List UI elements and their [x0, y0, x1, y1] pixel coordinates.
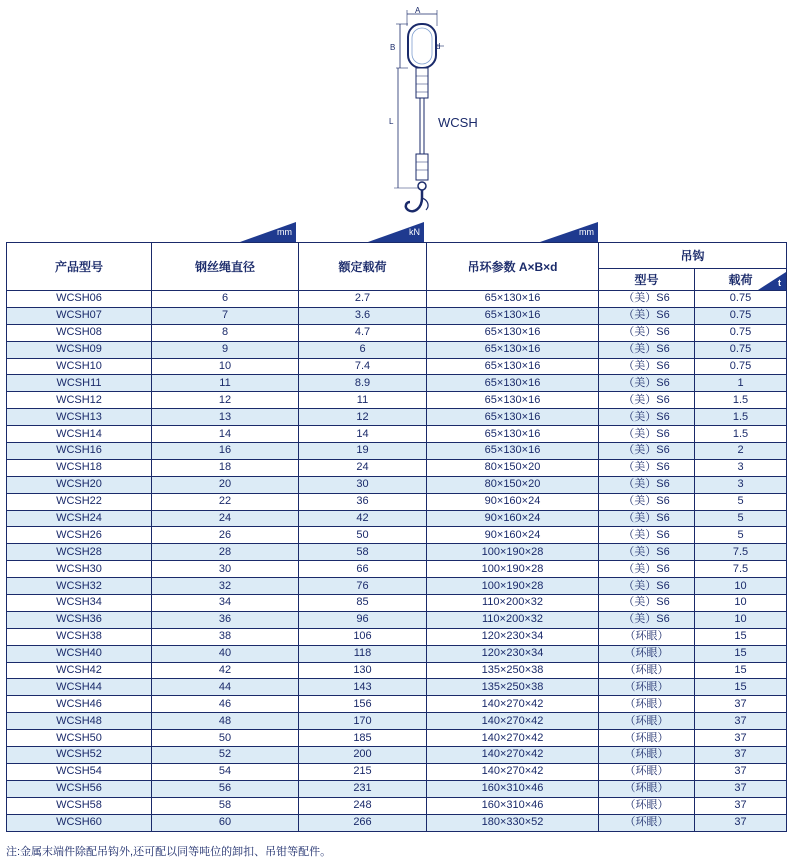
table-row — [7, 476, 787, 493]
dim-l-label: L — [389, 117, 394, 126]
cell-load: 118 — [299, 645, 427, 662]
cell-load: 185 — [299, 730, 427, 747]
cell-hook-type: （美）S6 — [599, 561, 695, 578]
table-row — [7, 578, 787, 595]
cell-model: WCSH58 — [7, 797, 152, 814]
cell-diameter: 34 — [152, 595, 299, 612]
table-row — [7, 662, 787, 679]
cell-model: WCSH24 — [7, 510, 152, 527]
cell-diameter: 32 — [152, 578, 299, 595]
cell-load: 215 — [299, 763, 427, 780]
cell-diameter: 40 — [152, 645, 299, 662]
cell-ring: 100×190×28 — [427, 561, 599, 578]
cell-hook-type: （美）S6 — [599, 510, 695, 527]
cell-ring: 140×270×42 — [427, 696, 599, 713]
cell-hook-load: 10 — [695, 611, 787, 628]
cell-diameter: 18 — [152, 459, 299, 476]
table-row — [7, 341, 787, 358]
cell-hook-load: 5 — [695, 510, 787, 527]
spec-table-body — [7, 291, 787, 832]
cell-ring: 140×270×42 — [427, 763, 599, 780]
unit-tab-load — [368, 222, 424, 242]
cell-ring: 90×160×24 — [427, 527, 599, 544]
cell-diameter: 58 — [152, 797, 299, 814]
cell-load: 50 — [299, 527, 427, 544]
cell-load: 58 — [299, 544, 427, 561]
table-row — [7, 763, 787, 780]
cell-hook-load: 37 — [695, 797, 787, 814]
cell-hook-load: 5 — [695, 527, 787, 544]
cell-hook-type: （美）S6 — [599, 358, 695, 375]
cell-ring: 65×130×16 — [427, 341, 599, 358]
table-row — [7, 713, 787, 730]
cell-model: WCSH36 — [7, 611, 152, 628]
cell-ring: 65×130×16 — [427, 375, 599, 392]
cell-diameter: 8 — [152, 324, 299, 341]
cell-diameter: 22 — [152, 493, 299, 510]
header-hook: 吊钩 — [599, 243, 787, 269]
cell-hook-load: 15 — [695, 679, 787, 696]
cell-ring: 180×330×52 — [427, 814, 599, 831]
cell-hook-type: （美）S6 — [599, 291, 695, 308]
cell-model: WCSH56 — [7, 780, 152, 797]
cell-hook-type: （环眼） — [599, 730, 695, 747]
table-row — [7, 459, 787, 476]
cell-ring: 80×150×20 — [427, 459, 599, 476]
cell-load: 7.4 — [299, 358, 427, 375]
cell-diameter: 12 — [152, 392, 299, 409]
cell-hook-load: 7.5 — [695, 561, 787, 578]
cell-model: WCSH42 — [7, 662, 152, 679]
cell-hook-load: 37 — [695, 696, 787, 713]
cell-hook-type: （美）S6 — [599, 443, 695, 460]
cell-model: WCSH44 — [7, 679, 152, 696]
cell-load: 85 — [299, 595, 427, 612]
table-row — [7, 611, 787, 628]
dim-a-label: A — [415, 6, 421, 15]
cell-hook-type: （环眼） — [599, 763, 695, 780]
table-row — [7, 358, 787, 375]
cell-model: WCSH40 — [7, 645, 152, 662]
cell-hook-type: （环眼） — [599, 747, 695, 764]
cell-model: WCSH28 — [7, 544, 152, 561]
cell-hook-type: （美）S6 — [599, 375, 695, 392]
cell-diameter: 60 — [152, 814, 299, 831]
table-row — [7, 324, 787, 341]
header-hook-load: 载荷 — [728, 273, 753, 287]
cell-model: WCSH60 — [7, 814, 152, 831]
cell-hook-type: （环眼） — [599, 696, 695, 713]
cell-load: 14 — [299, 426, 427, 443]
cell-ring: 135×250×38 — [427, 679, 599, 696]
cell-load: 96 — [299, 611, 427, 628]
cell-model: WCSH30 — [7, 561, 152, 578]
header-model: 产品型号 — [7, 243, 152, 291]
cell-load: 24 — [299, 459, 427, 476]
cell-diameter: 7 — [152, 307, 299, 324]
cell-hook-type: （环眼） — [599, 628, 695, 645]
cell-model: WCSH52 — [7, 747, 152, 764]
cell-load: 156 — [299, 696, 427, 713]
cell-ring: 110×200×32 — [427, 611, 599, 628]
table-row — [7, 510, 787, 527]
table-row — [7, 747, 787, 764]
cell-diameter: 14 — [152, 426, 299, 443]
cell-ring: 65×130×16 — [427, 307, 599, 324]
cell-model: WCSH54 — [7, 763, 152, 780]
cell-model: WCSH14 — [7, 426, 152, 443]
cell-hook-load: 1.5 — [695, 426, 787, 443]
cell-ring: 65×130×16 — [427, 392, 599, 409]
cell-load: 30 — [299, 476, 427, 493]
dim-b-label: B — [390, 43, 396, 52]
cell-hook-load: 15 — [695, 645, 787, 662]
cell-load: 200 — [299, 747, 427, 764]
cell-model: WCSH12 — [7, 392, 152, 409]
cell-hook-type: （环眼） — [599, 814, 695, 831]
cell-hook-load: 1.5 — [695, 409, 787, 426]
cell-model: WCSH16 — [7, 443, 152, 460]
cell-ring: 65×130×16 — [427, 358, 599, 375]
sling-diagram — [370, 4, 550, 222]
table-row — [7, 291, 787, 308]
cell-model: WCSH11 — [7, 375, 152, 392]
table-row — [7, 797, 787, 814]
cell-diameter: 6 — [152, 291, 299, 308]
cell-hook-type: （美）S6 — [599, 459, 695, 476]
cell-load: 106 — [299, 628, 427, 645]
header-hook-load-cell — [695, 269, 787, 291]
header-diameter: 钢丝绳直径 — [152, 243, 299, 291]
cell-load: 130 — [299, 662, 427, 679]
cell-load: 143 — [299, 679, 427, 696]
cell-model: WCSH07 — [7, 307, 152, 324]
cell-hook-type: （环眼） — [599, 645, 695, 662]
table-row — [7, 645, 787, 662]
cell-diameter: 13 — [152, 409, 299, 426]
table-row — [7, 426, 787, 443]
cell-ring: 65×130×16 — [427, 324, 599, 341]
unit-tab-ring — [540, 222, 598, 242]
cell-ring: 140×270×42 — [427, 730, 599, 747]
cell-hook-type: （美）S6 — [599, 307, 695, 324]
cell-ring: 160×310×46 — [427, 780, 599, 797]
table-row — [7, 443, 787, 460]
diagram-model-label: WCSH — [438, 115, 478, 130]
cell-hook-type: （美）S6 — [599, 578, 695, 595]
cell-hook-load: 0.75 — [695, 324, 787, 341]
cell-hook-type: （美）S6 — [599, 426, 695, 443]
table-row — [7, 628, 787, 645]
cell-hook-load: 37 — [695, 780, 787, 797]
cell-diameter: 11 — [152, 375, 299, 392]
cell-hook-type: （美）S6 — [599, 544, 695, 561]
cell-diameter: 52 — [152, 747, 299, 764]
cell-model: WCSH10 — [7, 358, 152, 375]
spec-table — [6, 242, 787, 832]
footnote: 注:金属末端件除配吊钩外,还可配以同等吨位的卸扣、吊钳等配件。 — [6, 846, 332, 858]
cell-hook-load: 37 — [695, 713, 787, 730]
unit-diameter: mm — [277, 227, 292, 237]
cell-diameter: 9 — [152, 341, 299, 358]
cell-hook-type: （环眼） — [599, 713, 695, 730]
table-row — [7, 595, 787, 612]
cell-diameter: 42 — [152, 662, 299, 679]
cell-hook-type: （美）S6 — [599, 611, 695, 628]
table-row — [7, 780, 787, 797]
cell-diameter: 16 — [152, 443, 299, 460]
unit-load: kN — [409, 227, 420, 237]
cell-load: 76 — [299, 578, 427, 595]
cell-hook-load: 1.5 — [695, 392, 787, 409]
cell-ring: 80×150×20 — [427, 476, 599, 493]
header-rated-load: 额定载荷 — [299, 243, 427, 291]
cell-hook-type: （美）S6 — [599, 493, 695, 510]
cell-load: 11 — [299, 392, 427, 409]
table-row — [7, 409, 787, 426]
cell-model: WCSH06 — [7, 291, 152, 308]
cell-hook-load: 37 — [695, 814, 787, 831]
unit-tab-diameter — [240, 222, 296, 242]
unit-flag-hook-load — [758, 272, 786, 290]
table-row — [7, 814, 787, 831]
cell-model: WCSH38 — [7, 628, 152, 645]
cell-hook-load: 37 — [695, 763, 787, 780]
cell-diameter: 28 — [152, 544, 299, 561]
table-row — [7, 375, 787, 392]
cell-hook-load: 7.5 — [695, 544, 787, 561]
cell-ring: 65×130×16 — [427, 291, 599, 308]
cell-model: WCSH26 — [7, 527, 152, 544]
cell-hook-type: （美）S6 — [599, 409, 695, 426]
cell-ring: 100×190×28 — [427, 544, 599, 561]
cell-load: 231 — [299, 780, 427, 797]
cell-ring: 90×160×24 — [427, 510, 599, 527]
unit-hook-load: t — [778, 278, 782, 288]
cell-ring: 160×310×46 — [427, 797, 599, 814]
cell-diameter: 36 — [152, 611, 299, 628]
table-row — [7, 561, 787, 578]
cell-hook-load: 15 — [695, 662, 787, 679]
table-row — [7, 527, 787, 544]
cell-model: WCSH50 — [7, 730, 152, 747]
cell-hook-type: （环眼） — [599, 679, 695, 696]
cell-load: 8.9 — [299, 375, 427, 392]
cell-diameter: 54 — [152, 763, 299, 780]
cell-diameter: 48 — [152, 713, 299, 730]
cell-hook-load: 0.75 — [695, 307, 787, 324]
cell-ring: 65×130×16 — [427, 409, 599, 426]
cell-model: WCSH13 — [7, 409, 152, 426]
cell-ring: 135×250×38 — [427, 662, 599, 679]
cell-hook-load: 0.75 — [695, 358, 787, 375]
cell-ring: 110×200×32 — [427, 595, 599, 612]
cell-ring: 90×160×24 — [427, 493, 599, 510]
cell-load: 2.7 — [299, 291, 427, 308]
cell-hook-load: 0.75 — [695, 341, 787, 358]
cell-load: 248 — [299, 797, 427, 814]
cell-diameter: 38 — [152, 628, 299, 645]
cell-hook-load: 15 — [695, 628, 787, 645]
cell-hook-load: 37 — [695, 747, 787, 764]
cell-hook-type: （环眼） — [599, 662, 695, 679]
cell-hook-load: 37 — [695, 730, 787, 747]
cell-diameter: 10 — [152, 358, 299, 375]
cell-hook-load: 3 — [695, 476, 787, 493]
table-row — [7, 307, 787, 324]
header-hook-type: 型号 — [599, 269, 695, 291]
cell-ring: 120×230×34 — [427, 628, 599, 645]
cell-model: WCSH22 — [7, 493, 152, 510]
cell-model: WCSH48 — [7, 713, 152, 730]
dim-d-label: d — [436, 42, 441, 51]
cell-hook-load: 0.75 — [695, 291, 787, 308]
cell-load: 36 — [299, 493, 427, 510]
table-row — [7, 493, 787, 510]
cell-load: 266 — [299, 814, 427, 831]
cell-hook-type: （美）S6 — [599, 527, 695, 544]
cell-hook-load: 1 — [695, 375, 787, 392]
cell-diameter: 26 — [152, 527, 299, 544]
cell-hook-type: （美）S6 — [599, 595, 695, 612]
cell-diameter: 56 — [152, 780, 299, 797]
cell-load: 4.7 — [299, 324, 427, 341]
cell-load: 6 — [299, 341, 427, 358]
table-row — [7, 730, 787, 747]
cell-hook-load: 10 — [695, 578, 787, 595]
cell-hook-load: 5 — [695, 493, 787, 510]
cell-load: 19 — [299, 443, 427, 460]
cell-ring: 140×270×42 — [427, 747, 599, 764]
cell-diameter: 30 — [152, 561, 299, 578]
cell-ring: 100×190×28 — [427, 578, 599, 595]
cell-ring: 120×230×34 — [427, 645, 599, 662]
cell-diameter: 20 — [152, 476, 299, 493]
cell-diameter: 44 — [152, 679, 299, 696]
table-row — [7, 679, 787, 696]
cell-load: 66 — [299, 561, 427, 578]
table-row — [7, 696, 787, 713]
cell-hook-load: 2 — [695, 443, 787, 460]
cell-hook-type: （美）S6 — [599, 392, 695, 409]
cell-hook-load: 3 — [695, 459, 787, 476]
cell-ring: 65×130×16 — [427, 426, 599, 443]
cell-diameter: 46 — [152, 696, 299, 713]
cell-model: WCSH20 — [7, 476, 152, 493]
cell-load: 42 — [299, 510, 427, 527]
cell-diameter: 24 — [152, 510, 299, 527]
cell-hook-type: （美）S6 — [599, 341, 695, 358]
cell-hook-type: （美）S6 — [599, 324, 695, 341]
cell-model: WCSH34 — [7, 595, 152, 612]
cell-load: 3.6 — [299, 307, 427, 324]
cell-load: 170 — [299, 713, 427, 730]
cell-diameter: 50 — [152, 730, 299, 747]
unit-ring: mm — [579, 227, 594, 237]
header-ring-params: 吊环参数 A×B×d — [427, 243, 599, 291]
cell-ring: 140×270×42 — [427, 713, 599, 730]
cell-load: 12 — [299, 409, 427, 426]
cell-hook-type: （环眼） — [599, 797, 695, 814]
cell-hook-load: 10 — [695, 595, 787, 612]
cell-model: WCSH46 — [7, 696, 152, 713]
cell-hook-type: （美）S6 — [599, 476, 695, 493]
cell-model: WCSH18 — [7, 459, 152, 476]
table-row — [7, 544, 787, 561]
cell-model: WCSH08 — [7, 324, 152, 341]
cell-model: WCSH32 — [7, 578, 152, 595]
cell-model: WCSH09 — [7, 341, 152, 358]
table-row — [7, 392, 787, 409]
cell-hook-type: （环眼） — [599, 780, 695, 797]
cell-ring: 65×130×16 — [427, 443, 599, 460]
